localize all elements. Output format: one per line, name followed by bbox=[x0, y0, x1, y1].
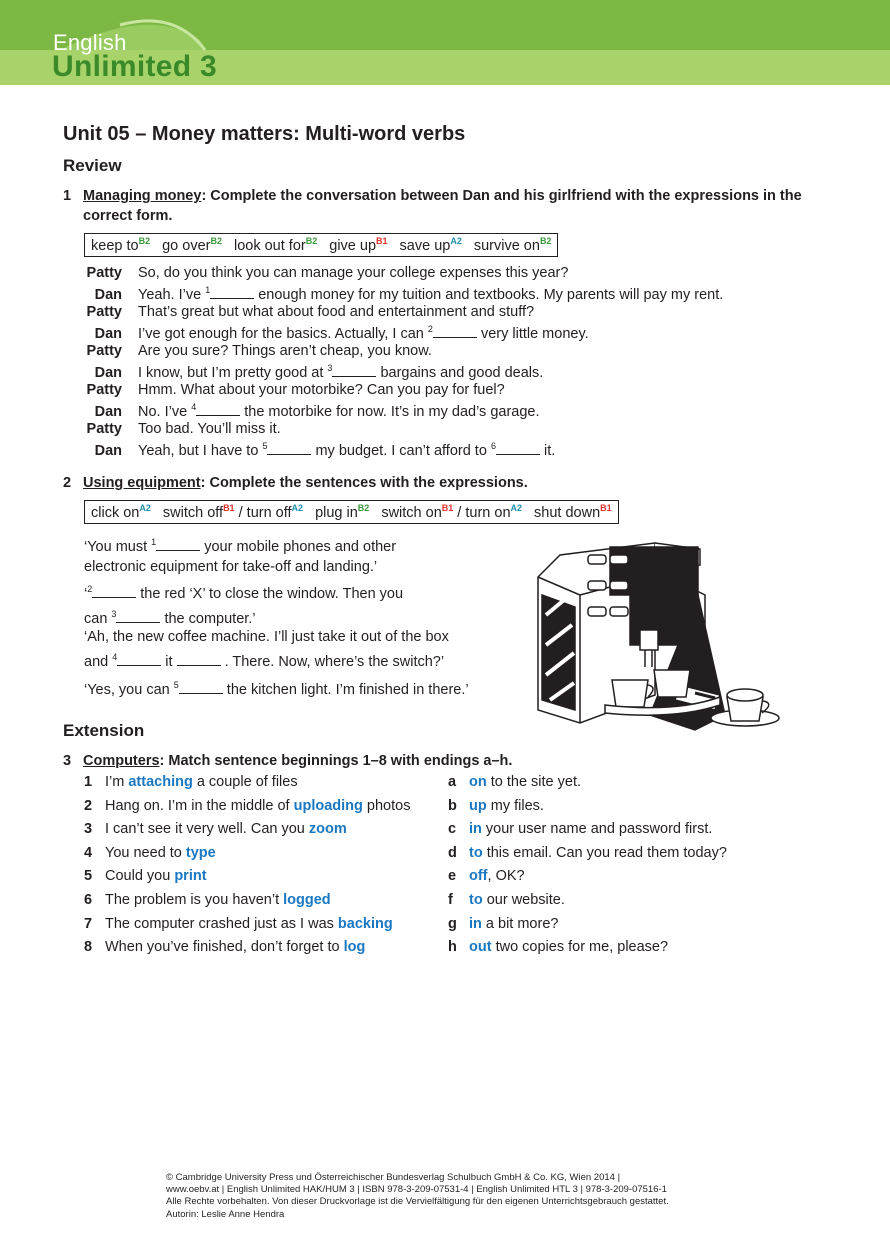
keyword: in bbox=[469, 915, 482, 932]
sentence-ending: c in your user name and password first. bbox=[448, 821, 713, 838]
logo-unlimited: Unlimited 3 bbox=[52, 50, 217, 83]
review-heading: Review bbox=[63, 156, 122, 175]
level-badge: B1 bbox=[376, 236, 388, 246]
sentence-ending: a on to the site yet. bbox=[448, 774, 582, 790]
keyword: backing bbox=[337, 915, 393, 932]
answer-blank[interactable] bbox=[332, 365, 376, 377]
speaker-name: Patty bbox=[86, 421, 122, 437]
answer-blank[interactable] bbox=[117, 654, 161, 666]
task2-word-box bbox=[84, 500, 619, 524]
task2-sentence-4: ‘Yes, you can $^5$ the kitchen light. I’m finished in there.’ bbox=[84, 680, 469, 698]
keyword: print bbox=[174, 868, 207, 885]
word-box-item: survive $on^{B2}$ bbox=[473, 236, 552, 254]
sentence-beginning: 6 The problem is you haven’t logged bbox=[84, 891, 331, 908]
level-badge: B2 bbox=[305, 236, 318, 246]
answer-blank[interactable] bbox=[210, 287, 254, 299]
sentence-ending: h out two copies for me, please? bbox=[448, 939, 669, 956]
answer-blank[interactable] bbox=[177, 654, 221, 666]
task-number: 1 bbox=[63, 188, 72, 204]
dialogue-line: Dan Yeah. I’ve $^1$ enough money for my tuition and textbooks. My parents will pay my rent. bbox=[84, 285, 723, 305]
keyword: in bbox=[469, 821, 482, 838]
task-topic: Using equipment bbox=[83, 475, 201, 491]
word-box-item: plug $in^{B2}$ bbox=[315, 503, 370, 521]
task-number: 2 bbox=[63, 475, 72, 491]
answer-blank[interactable] bbox=[116, 611, 160, 623]
keyword: zoom bbox=[308, 821, 347, 838]
extension-heading: Extension bbox=[63, 721, 145, 740]
sentence-ending: b up my files. bbox=[448, 797, 544, 814]
coffee-machine-illustration bbox=[530, 535, 785, 735]
keyword: log bbox=[343, 939, 366, 956]
copyright-footer: © Cambridge University Press und Österreichischer Bundesverlag Schulbuch GmbH & Co. KG, Wien 2014 | www.oebv.at | English Unlimited HAK/HUM 3 | ISBN 978-3-209-07531-4 | English Unlimited HTL 3 | 978-3-209-07516-1 Alle Rechte vorbehalten. Von dieser Druckvorlage ist die Vervielfältigung für den eigenen Unterrichtsgebrauch gestattet. Autorin: Leslie Anne Hendra bbox=[166, 1172, 669, 1220]
word-box-item: save $up^{A2}$ bbox=[399, 236, 462, 254]
page-header bbox=[0, 0, 890, 85]
keyword: uploading bbox=[293, 797, 363, 814]
keyword: off bbox=[469, 868, 488, 885]
answer-blank[interactable] bbox=[92, 586, 136, 598]
speaker-name: Patty bbox=[86, 343, 122, 359]
sentence-beginnings-list bbox=[84, 774, 410, 963]
sentence-beginning: 1 I’m attaching a couple of files bbox=[84, 774, 298, 790]
level-badge: A2 bbox=[291, 503, 304, 513]
word-box-item: keep $to^{B2}$ bbox=[91, 236, 151, 254]
level-badge: A2 bbox=[510, 503, 523, 513]
dialogue-line: Dan Yeah, but I have to $^5$ my budget. I can’t afford to $^6$ it. bbox=[84, 441, 723, 461]
dialogue-line: Dan I’ve got enough for the basics. Actually, I can $^2$ very little money. bbox=[84, 324, 723, 344]
dialogue-line: Patty Too bad. You’ll miss it. bbox=[84, 421, 723, 441]
level-badge: B1 bbox=[441, 503, 454, 513]
answer-blank[interactable] bbox=[196, 404, 240, 416]
task2-sentence-2: ‘$^2$ the red ‘X’ to close the window. Then you can $^3$ the computer.’ bbox=[84, 584, 404, 627]
sentence-beginning: 8 When you’ve finished, don’t forget to log bbox=[84, 939, 366, 956]
task-number: 3 bbox=[63, 753, 72, 769]
keyword: up bbox=[469, 797, 487, 814]
speaker-name: Patty bbox=[86, 265, 122, 281]
sentence-beginning: 4 You need to type bbox=[84, 844, 216, 861]
level-badge: B2 bbox=[539, 236, 552, 246]
word-box-item: switch off$^{B1}$ / turn off$^{A2}$ bbox=[162, 503, 304, 521]
speaker-name: Patty bbox=[86, 304, 122, 320]
keyword: type bbox=[185, 844, 216, 861]
task2-sentence-1: ‘You must $^1$ your mobile phones and other electronic equipment for take-off and landing.’ bbox=[84, 537, 397, 575]
sentence-ending: e off, OK? bbox=[448, 868, 525, 885]
sentence-ending: g in a bit more? bbox=[448, 915, 559, 932]
level-badge: A2 bbox=[450, 236, 462, 246]
answer-blank[interactable] bbox=[433, 326, 477, 338]
speaker-name: Dan bbox=[94, 286, 122, 303]
level-badge: B1 bbox=[223, 503, 235, 513]
word-box-item: shut down$^{B1}$ bbox=[534, 503, 612, 521]
level-badge: B2 bbox=[210, 236, 222, 246]
speaker-name: Dan bbox=[94, 364, 122, 381]
sentence-beginning: 2 Hang on. I’m in the middle of uploading photos bbox=[84, 797, 411, 814]
level-badge: B2 bbox=[357, 503, 370, 513]
word-box-item: go over$^{B2}$ bbox=[162, 236, 222, 254]
word-box-item: give $up^{B1}$ bbox=[329, 236, 388, 254]
sentence-ending: d to this email. Can you read them today? bbox=[448, 844, 727, 861]
word-box-item: click $on^{A2}$ bbox=[91, 503, 151, 521]
dialogue-line: Dan I know, but I’m pretty good at $^3$ bargains and good deals. bbox=[84, 363, 723, 383]
task2-instruction: 2 Using equipment: Complete the sentences with the expressions. bbox=[63, 475, 528, 491]
answer-blank[interactable] bbox=[156, 539, 200, 551]
dialogue-line: Patty Are you sure? Things aren’t cheap, you know. bbox=[84, 343, 723, 363]
keyword: on bbox=[469, 774, 487, 790]
sentence-ending: f to our website. bbox=[448, 891, 565, 908]
dialogue-line: Patty Hmm. What about your motorbike? Can you pay for fuel? bbox=[84, 382, 723, 402]
dialogue-line: Patty That’s great but what about food and entertainment and stuff? bbox=[84, 304, 723, 324]
word-box-item: look out for$^{B2}$ bbox=[233, 236, 318, 254]
sentence-beginning: 5 Could you print bbox=[84, 868, 207, 885]
keyword: logged bbox=[283, 891, 331, 908]
task-topic: Managing money bbox=[83, 188, 202, 204]
sentence-endings-list bbox=[448, 774, 727, 963]
answer-blank[interactable] bbox=[496, 443, 540, 455]
dialogue-line: Dan No. I’ve $^4$ the motorbike for now. It’s in my dad’s garage. bbox=[84, 402, 723, 422]
logo-english: English bbox=[53, 30, 127, 55]
keyword: to bbox=[469, 844, 483, 861]
level-badge: B2 bbox=[138, 236, 151, 246]
speaker-name: Dan bbox=[94, 442, 122, 459]
level-badge: A2 bbox=[139, 503, 151, 513]
task1-word-box bbox=[84, 233, 558, 257]
task-topic: Computers bbox=[83, 753, 160, 769]
task3-instruction: 3 Computers: Match sentence beginnings 1–8 with endings a–h. bbox=[63, 753, 513, 769]
dialogue-line: Patty So, do you think you can manage your college expenses this year? bbox=[84, 265, 723, 285]
task1-instruction: 1 Managing money: Complete the conversation between Dan and his girlfriend with the expressions in the correct form. bbox=[63, 188, 802, 224]
keyword: to bbox=[469, 891, 483, 908]
level-badge: B1 bbox=[600, 503, 612, 513]
sentence-beginning: 3 I can’t see it very well. Can you zoom bbox=[84, 821, 347, 838]
keyword: out bbox=[469, 939, 492, 956]
sentence-beginning: 7 The computer crashed just as I was backing bbox=[84, 915, 393, 932]
page-title: Unit 05 – Money matters: Multi-word verbs bbox=[63, 123, 466, 145]
speaker-name: Dan bbox=[94, 403, 122, 420]
task2-sentence-3: ‘Ah, the new coffee machine. I’ll just take it out of the box and $^4$ it . There. Now, where’s the switch?’ bbox=[84, 629, 449, 670]
answer-blank[interactable] bbox=[179, 682, 223, 694]
keyword: attaching bbox=[128, 774, 193, 790]
answer-blank[interactable] bbox=[267, 443, 311, 455]
speaker-name: Dan bbox=[94, 325, 122, 342]
word-box-item: switch $on^{B1}$ / turn $on^{A2}$ bbox=[381, 503, 523, 521]
task1-dialogue bbox=[84, 265, 723, 460]
speaker-name: Patty bbox=[86, 382, 122, 398]
